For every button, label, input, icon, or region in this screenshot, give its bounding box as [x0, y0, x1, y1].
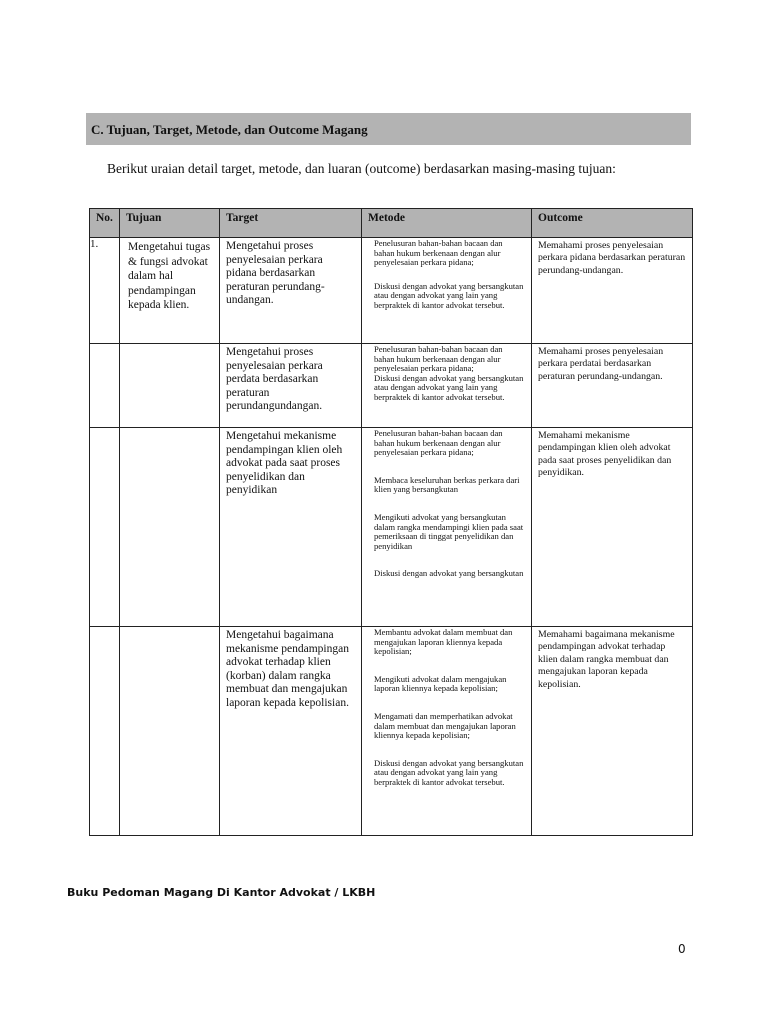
header-target: Target	[220, 209, 362, 238]
section-title: C. Tujuan, Target, Metode, dan Outcome Magang	[91, 122, 368, 137]
cell-outcome: Memahami bagaimana mekanisme pendampingan advokat terhadap klien dalam rangka membuat dan mengajukan laporan kepada kepolisian.	[532, 627, 693, 836]
footer-title: Buku Pedoman Magang Di Kantor Advokat / LKBH	[67, 886, 376, 899]
table-header-row	[90, 209, 693, 238]
cell-outcome: Memahami proses penyelesaian perkara perdatai berdasarkan peraturan perundang-undangan.	[532, 344, 693, 428]
cell-metode	[362, 238, 532, 344]
metode-item: Membaca keseluruhan berkas perkara dari klien yang bersangkutan	[374, 474, 520, 495]
table-row	[90, 627, 693, 836]
goals-table	[89, 208, 693, 836]
cell-no	[90, 627, 120, 836]
table-row	[90, 238, 693, 344]
header-metode: Metode	[362, 209, 532, 238]
cell-outcome: Memahami mekanisme pendampingan klien oleh advokat pada saat proses penyelidikan dan penyidikan.	[532, 428, 693, 627]
metode-item: Mengamati dan memperhatikan advokat dalam membuat dan mengajukan laporan kliennya kepada kepolisian;	[374, 710, 516, 741]
metode-item: Diskusi dengan advokat yang bersangkutan atau dengan advokat yang lain yang berpraktek di kantor advokat tersebut.	[374, 280, 524, 310]
cell-metode	[362, 627, 532, 836]
cell-metode	[362, 428, 532, 627]
metode-item: Membantu advokat dalam membuat dan mengajukan laporan kliennya kepada kepolisian;	[374, 627, 513, 657]
cell-outcome: Memahami proses penyelesaian perkara pidana berdasarkan peraturan perundang-undangan.	[532, 238, 693, 344]
metode-item: Diskusi dengan advokat yang bersangkutan	[374, 568, 524, 579]
cell-no	[90, 428, 120, 627]
cell-tujuan	[120, 428, 220, 627]
header-tujuan: Tujuan	[120, 209, 220, 238]
cell-metode	[362, 344, 532, 428]
header-outcome: Outcome	[532, 209, 693, 238]
metode-item: Diskusi dengan advokat yang bersangkutan atau dengan advokat yang lain yang berpraktek di kantor advokat tersebut.	[374, 757, 524, 787]
page-number: 0	[678, 942, 686, 956]
metode-item: Mengikuti advokat yang bersangkutan dalam rangka mendampingi klien pada saat pemeriksaan di tinggat penyelidikan dan penyidikan	[374, 511, 524, 551]
metode-item: Mengikuti advokat dalam mengajukan laporan kliennya kepada kepolisian;	[374, 673, 507, 694]
cell-tujuan	[120, 344, 220, 428]
cell-tujuan	[120, 627, 220, 836]
cell-target: Mengetahui proses penyelesaian perkara perdata berdasarkan peraturan perundangundangan.	[220, 344, 362, 428]
metode-item: Penelusuran bahan-bahan bacaan dan bahan hukum berkenaan dengan alur penyelesaian perkara pidana;	[374, 238, 503, 268]
section-heading-bar	[86, 113, 691, 145]
cell-no	[90, 344, 120, 428]
table-row	[90, 344, 693, 428]
cell-tujuan: Mengetahui tugas & fungsi advokat dalam hal pendampingan kepada klien.	[120, 238, 220, 344]
cell-no: 1.	[90, 238, 120, 344]
cell-target: Mengetahui mekanisme pendampingan klien oleh advokat pada saat proses penyelidikan dan penyidikan	[220, 428, 362, 627]
metode-item: Penelusuran bahan-bahan bacaan dan bahan hukum berkenaan dengan alur penyelesaian perkara pidana;	[374, 428, 503, 458]
cell-target: Mengetahui proses penyelesaian perkara pidana berdasarkan peraturan perundang-undangan.	[220, 238, 362, 344]
metode-item: Penelusuran bahan-bahan bacaan dan bahan hukum berkenaan dengan alur penyelesaian perkara pidana;	[374, 344, 503, 374]
header-no: No.	[90, 209, 120, 238]
table-row	[90, 428, 693, 627]
cell-target: Mengetahui bagaimana mekanisme pendampingan advokat terhadap klien (korban) dalam rangka membuat dan mengajukan laporan kepada kepolisian.	[220, 627, 362, 836]
metode-item: Diskusi dengan advokat yang bersangkutan atau dengan advokat yang lain yang berpraktek di kantor advokat tersebut.	[374, 372, 524, 402]
intro-paragraph: Berikut uraian detail target, metode, dan luaran (outcome) berdasarkan masing-masing tujuan:	[107, 161, 616, 176]
